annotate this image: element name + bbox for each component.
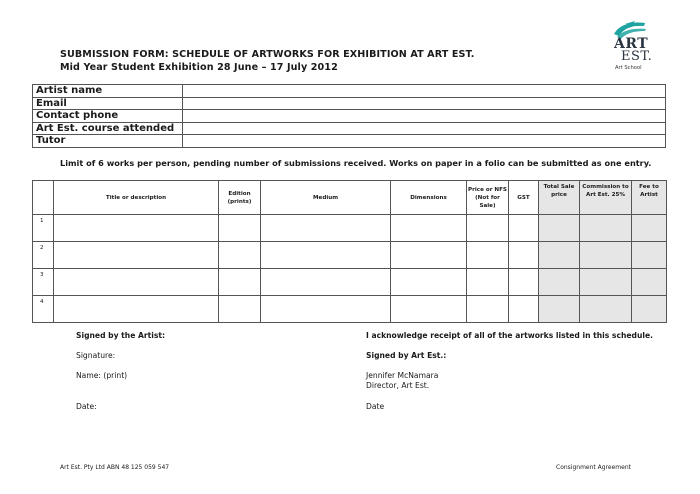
artist-name-label: Artist name xyxy=(33,85,183,98)
artworks-table xyxy=(32,180,667,323)
col-dimensions-header: Dimensions xyxy=(391,181,467,215)
art-est-logo xyxy=(609,20,651,76)
medium-cell[interactable] xyxy=(261,296,391,323)
col-medium-header: Medium xyxy=(261,181,391,215)
price-cell[interactable] xyxy=(467,269,509,296)
signer-title: Director, Art Est. xyxy=(366,381,430,390)
fee-cell xyxy=(632,242,667,269)
dimensions-cell[interactable] xyxy=(391,242,467,269)
table-header-row xyxy=(33,181,667,215)
artest-date-label: Date xyxy=(366,402,385,411)
gst-cell[interactable] xyxy=(509,296,539,323)
total-sale-cell xyxy=(539,269,580,296)
logo-art-text: ART xyxy=(614,36,649,52)
email-label: Email xyxy=(33,97,183,110)
edition-cell[interactable] xyxy=(219,215,261,242)
artist-info-table xyxy=(32,84,666,148)
price-cell[interactable] xyxy=(467,296,509,323)
info-row xyxy=(33,135,666,148)
total-sale-cell xyxy=(539,296,580,323)
info-row xyxy=(33,97,666,110)
fee-cell xyxy=(632,215,667,242)
commission-cell xyxy=(580,215,632,242)
fee-cell xyxy=(632,269,667,296)
name-print-label: Name: (print) xyxy=(76,371,128,380)
tutor-field[interactable] xyxy=(183,135,666,148)
contact-phone-field[interactable] xyxy=(183,110,666,123)
row-number: 3 xyxy=(33,269,54,296)
logo-est-text: EST. xyxy=(621,49,653,64)
col-fee-header: Fee to Artist xyxy=(632,181,667,215)
dimensions-cell[interactable] xyxy=(391,269,467,296)
edition-cell[interactable] xyxy=(219,296,261,323)
col-edition-header: Edition (prints) xyxy=(219,181,261,215)
commission-cell xyxy=(580,269,632,296)
footer-company: Art Est. Pty Ltd ABN 48 125 059 547 xyxy=(60,464,170,471)
artist-date-label: Date: xyxy=(76,402,97,411)
col-price-header: Price or NFS (Not for Sale) xyxy=(467,181,509,215)
table-row xyxy=(33,242,667,269)
signer-name: Jennifer McNamara xyxy=(366,371,439,380)
edition-cell[interactable] xyxy=(219,242,261,269)
medium-cell[interactable] xyxy=(261,269,391,296)
logo-school-text: Art School xyxy=(615,65,642,71)
row-number: 4 xyxy=(33,296,54,323)
footer-doc-type: Consignment Agreement xyxy=(556,464,631,471)
table-row xyxy=(33,215,667,242)
commission-cell xyxy=(580,296,632,323)
col-total-sale-header: Total Sale price xyxy=(539,181,580,215)
gst-cell[interactable] xyxy=(509,242,539,269)
price-cell[interactable] xyxy=(467,215,509,242)
title-cell[interactable] xyxy=(54,242,219,269)
contact-phone-label: Contact phone xyxy=(33,110,183,123)
title-cell[interactable] xyxy=(54,269,219,296)
course-attended-label: Art Est. course attended xyxy=(33,122,183,135)
row-number: 1 xyxy=(33,215,54,242)
artist-signed-heading: Signed by the Artist: xyxy=(76,331,166,340)
signature-label: Signature: xyxy=(76,351,116,360)
artist-name-field[interactable] xyxy=(183,85,666,98)
total-sale-cell xyxy=(539,215,580,242)
table-row xyxy=(33,269,667,296)
price-cell[interactable] xyxy=(467,242,509,269)
row-number-header xyxy=(33,181,54,215)
medium-cell[interactable] xyxy=(261,242,391,269)
total-sale-cell xyxy=(539,242,580,269)
info-row xyxy=(33,85,666,98)
col-commission-header: Commission to Art Est. 25% xyxy=(580,181,632,215)
info-row xyxy=(33,110,666,123)
form-title-line2: Mid Year Student Exhibition 28 June – 17 July 2012 xyxy=(60,61,338,73)
artest-signed-heading: Signed by Art Est.: xyxy=(366,351,447,360)
title-cell[interactable] xyxy=(54,296,219,323)
table-row xyxy=(33,296,667,323)
submission-note: Limit of 6 works per person, pending number of submissions received. Works on paper in a folio can be submitted as one entry. xyxy=(60,158,652,168)
row-number: 2 xyxy=(33,242,54,269)
col-gst-header: GST xyxy=(509,181,539,215)
fee-cell xyxy=(632,296,667,323)
medium-cell[interactable] xyxy=(261,215,391,242)
form-title xyxy=(60,49,474,74)
tutor-label: Tutor xyxy=(33,135,183,148)
col-title-header: Title or description xyxy=(54,181,219,215)
dimensions-cell[interactable] xyxy=(391,296,467,323)
info-row xyxy=(33,122,666,135)
edition-cell[interactable] xyxy=(219,269,261,296)
title-cell[interactable] xyxy=(54,215,219,242)
acknowledge-heading: I acknowledge receipt of all of the artworks listed in this schedule. xyxy=(366,331,653,340)
gst-cell[interactable] xyxy=(509,215,539,242)
course-attended-field[interactable] xyxy=(183,122,666,135)
email-field[interactable] xyxy=(183,97,666,110)
commission-cell xyxy=(580,242,632,269)
dimensions-cell[interactable] xyxy=(391,215,467,242)
form-title-line1: SUBMISSION FORM: SCHEDULE OF ARTWORKS FOR EXHIBITION AT ART EST. xyxy=(60,49,475,60)
gst-cell[interactable] xyxy=(509,269,539,296)
